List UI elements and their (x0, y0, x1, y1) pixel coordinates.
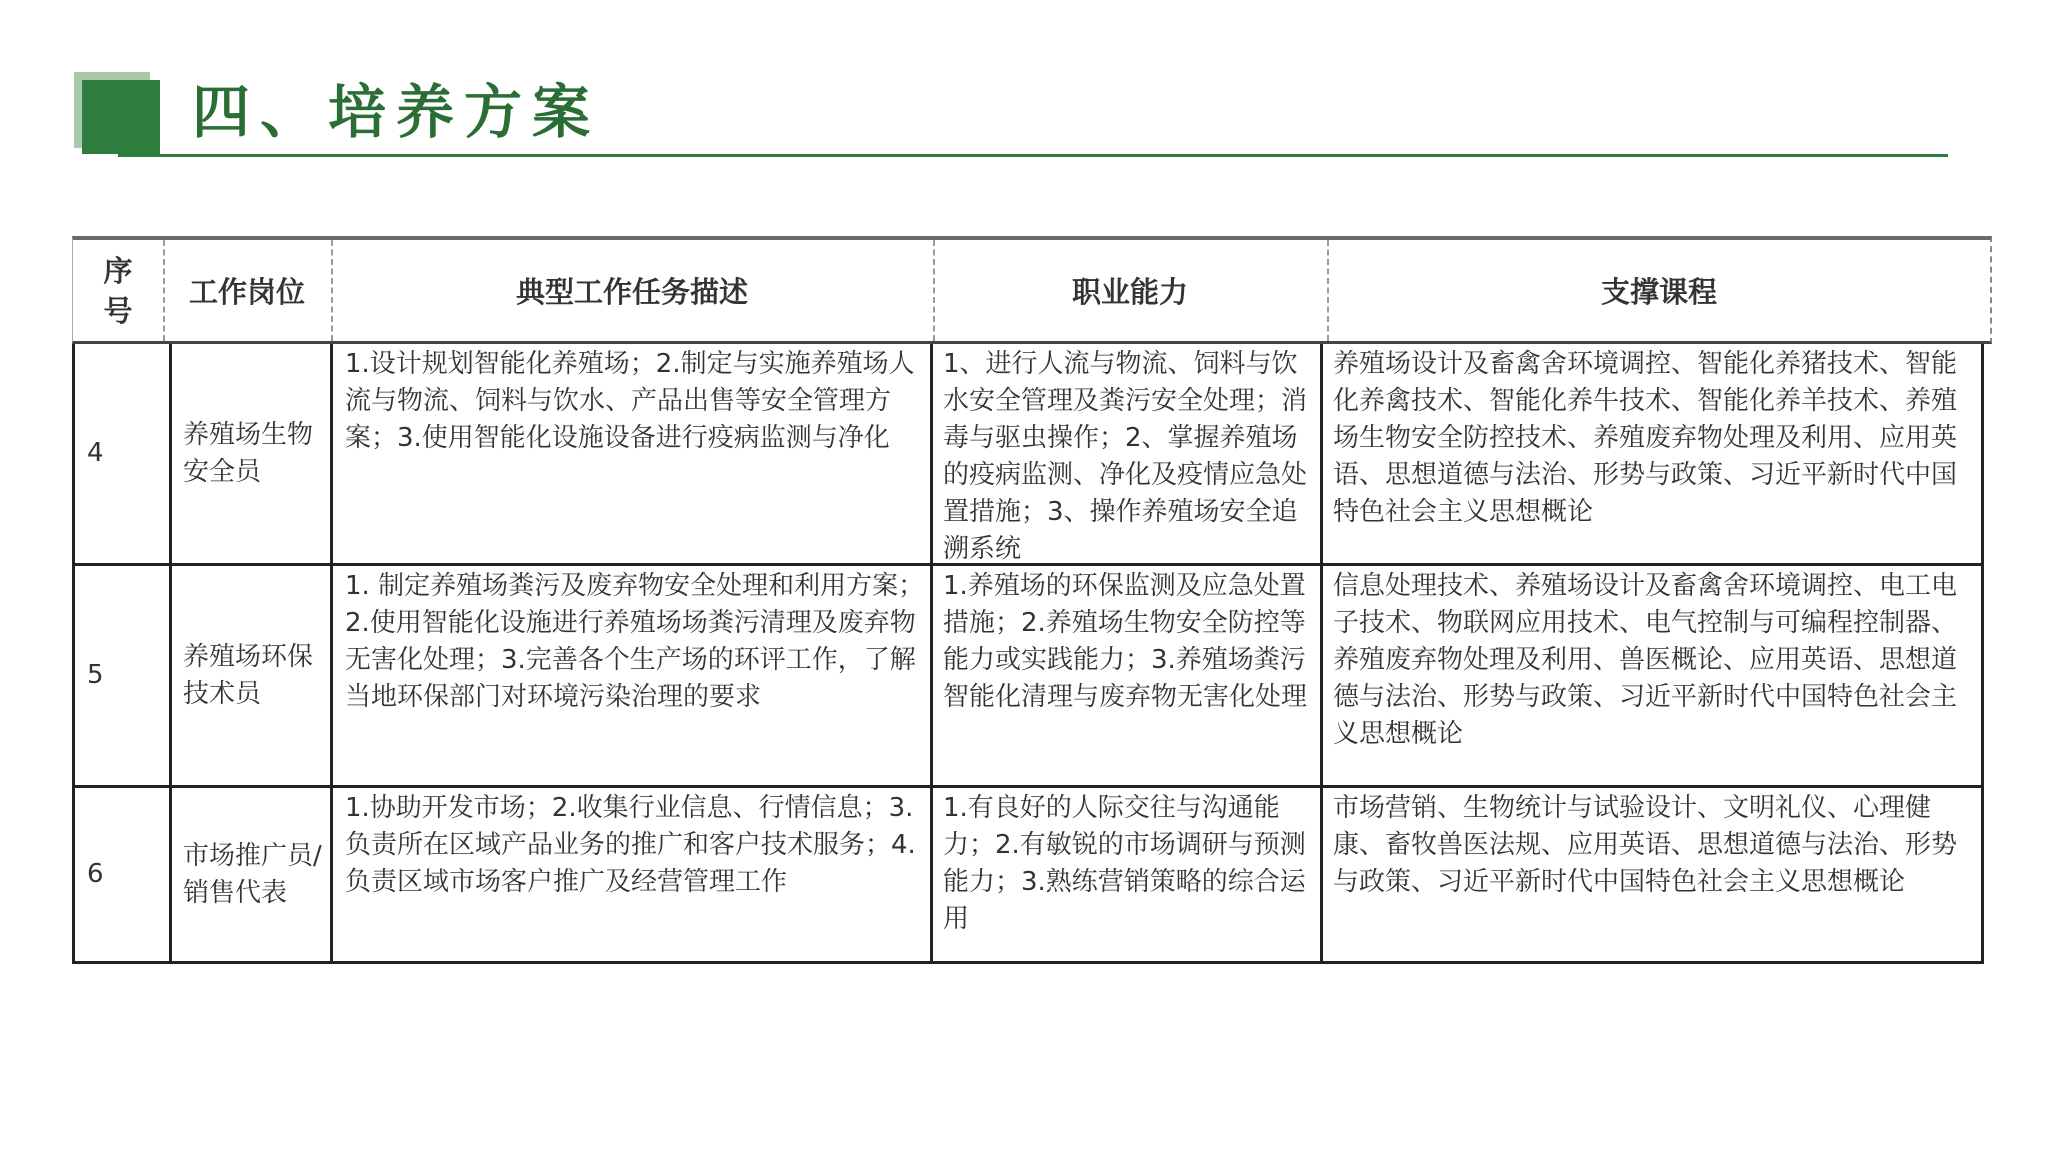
row-position (172, 566, 330, 785)
row-abilities: 1、进行人流与物流、饲料与饮水安全管理及粪污安全处理；消毒与驱虫操作；2、掌握养殖场的疫病监测、净化及疫情应急处置措施；3、操作养殖场安全追溯系统 (943, 349, 1308, 564)
table-row (75, 344, 1981, 566)
title-decoration-dark (82, 80, 160, 154)
row-tasks: 1.设计规划智能化养殖场；2.制定与实施养殖场人流与物流、饲料与饮水、产品出售等安全管理方案；3.使用智能化设施设备进行疫病监测与净化 (345, 349, 915, 453)
header-position: 工作岗位 (188, 275, 305, 309)
row-tasks: 1. 制定养殖场粪污及废弃物安全处理和利用方案；2.使用智能化设施进行养殖场场粪污清理及废弃物无害化处理；3.完善各个生产场的环评工作，了解当地环保部门对环境污染治理的要求 (345, 571, 925, 712)
table-header (72, 236, 1992, 344)
row-position (172, 788, 330, 961)
table-row (75, 788, 1981, 964)
table-body (72, 344, 1984, 964)
training-plan-table (72, 236, 1992, 964)
row-index: 6 (87, 859, 104, 889)
title-underline (118, 154, 1948, 157)
table-row (75, 566, 1981, 788)
page-title: 四、培养方案 (192, 78, 601, 146)
row-courses: 养殖场设计及畜禽舍环境调控、智能化养猪技术、智能化养禽技术、智能化养牛技术、智能化养羊技术、养殖场生物安全防控技术、养殖废弃物处理及利用、应用英语、思想道德与法治、形势与政策、习近平新时代中国特色社会主义思想概论 (1333, 349, 1958, 527)
row-index: 4 (87, 438, 104, 468)
header-courses: 支撑课程 (1600, 275, 1717, 309)
row-position (172, 344, 330, 563)
header-abilities: 职业能力 (1071, 275, 1188, 309)
row-position-text: 市场推广员/销售代表 (183, 840, 322, 908)
row-abilities: 1.有良好的人际交往与沟通能力；2.有敏锐的市场调研与预测能力；3.熟练营销策略的综合运用 (943, 793, 1306, 934)
row-position-text: 养殖场生物安全员 (183, 419, 314, 487)
header-index: 序号 (103, 253, 133, 328)
row-index: 5 (87, 660, 104, 690)
row-tasks: 1.协助开发市场；2.收集行业信息、行情信息；3.负责所在区域产品业务的推广和客户技术服务；4.负责区域市场客户推广及经营管理工作 (345, 793, 916, 897)
row-abilities: 1.养殖场的环保监测及应急处置措施；2.养殖场生物安全防控等能力或实践能力；3.养殖场粪污智能化清理与废弃物无害化处理 (943, 571, 1308, 712)
row-courses: 信息处理技术、养殖场设计及畜禽舍环境调控、电工电子技术、物联网应用技术、电气控制与可编程控制器、养殖废弃物处理及利用、兽医概论、应用英语、思想道德与法治、形势与政策、习近平新时代中国特色社会主义思想概论 (1333, 571, 1958, 749)
row-courses: 市场营销、生物统计与试验设计、文明礼仪、心理健康、畜牧兽医法规、应用英语、思想道德与法治、形势与政策、习近平新时代中国特色社会主义思想概论 (1333, 793, 1958, 897)
header-tasks: 典型工作任务描述 (515, 275, 748, 309)
row-position-text: 养殖场环保技术员 (183, 641, 314, 709)
